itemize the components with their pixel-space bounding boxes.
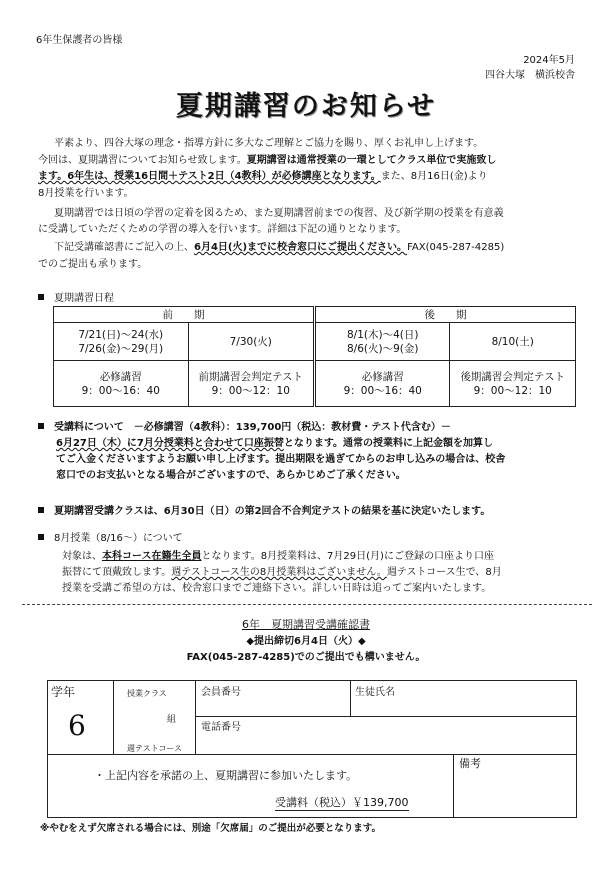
class-note: 夏期講習受講クラスは、6月30日（日）の第2回合不合判定テストの結果を基に決定いたします。 xyxy=(38,505,490,518)
intro-line-1: 平素より、四谷大塚の理念・指導方針に多大なご理解とご協力を賜り、厚くお礼申し上げます。 xyxy=(54,138,484,149)
intro-line-8: でのご提出も承ります。 xyxy=(38,259,148,270)
date-cell: 8/10(土) xyxy=(450,323,576,361)
intro-line-3: ます。6年生は、授業16日間＋テスト2日（4教科）が必修講座となります。また、8月16日(金)より xyxy=(38,171,488,182)
schedule-heading: 夏期講習日程 xyxy=(38,292,114,305)
bullet-icon xyxy=(38,507,44,513)
session-cell: 後期講習会判定テスト 9：00〜12：10 xyxy=(450,361,576,407)
intro-line-6: に受講していただくための学習の導入を行います。詳細は下記の通りとなります。 xyxy=(38,224,407,235)
session-cell: 前期講習会判定テスト 9：00〜12：10 xyxy=(188,361,315,407)
second-half-header: 後 期 xyxy=(315,307,576,323)
date-cell: 7/30(火) xyxy=(188,323,315,361)
bullet-icon xyxy=(38,534,44,540)
date-cell: 8/1(木)〜4(日) 8/6(火)〜9(金) xyxy=(315,323,450,361)
agreement-text: ・上記内容を承諾の上、夏期講習に参加いたします。 xyxy=(94,769,358,782)
grade-label: 学年 xyxy=(51,685,76,699)
session-cell: 必修講習 9：00〜16：40 xyxy=(315,361,450,407)
form-fax: FAX(045-287-4285)でのご提出でも構いません。 xyxy=(186,652,426,663)
session-cell: 必修講習 9：00〜16：40 xyxy=(54,361,189,407)
intro-line-2: 今回は、夏期講習についてお知らせ致します。夏期講習は通常授業の一環としてクラス単位で実施致し xyxy=(38,155,497,166)
grade-value: 6 xyxy=(68,709,86,742)
bullet-icon xyxy=(38,423,44,429)
fees-line-1: 受講料について －必修講習（4教科）：139,700円（税込：教材費・テスト代含む）－ xyxy=(38,421,451,434)
date: 2024年5月 xyxy=(523,55,575,66)
class-label: 授業クラス xyxy=(127,689,167,698)
august-line-1: 対象は、本科コース在籍生全員となります。8月授業料は、7月29日(月)にご登録の口座より口座 xyxy=(62,551,494,562)
sender: 四谷大塚 横浜校舎 xyxy=(485,70,575,81)
footnote: ※やむをえず欠席される場合には、別途「欠席届」のご提出が必要となります。 xyxy=(40,823,381,834)
student-name-field[interactable]: 生徒氏名 xyxy=(355,687,395,698)
cut-line xyxy=(22,604,592,605)
confirmation-form xyxy=(47,680,577,818)
fees-line-4: 窓口でのお支払いとなる場合がございますので、あらかじめご了承ください。 xyxy=(56,470,406,481)
remarks-field[interactable]: 備考 xyxy=(459,757,481,770)
first-half-header: 前 期 xyxy=(54,307,315,323)
page-title: 夏期講習のお知らせ xyxy=(175,91,437,122)
date-cell: 7/21(日)〜24(水) 7/26(金)〜29(月) xyxy=(54,323,189,361)
weekly-test-label: 週テストコース xyxy=(127,744,182,753)
recipient: 6年生保護者の皆様 xyxy=(36,35,123,46)
august-heading: 8月授業（8/16〜）について xyxy=(38,532,183,545)
intro-line-5: 夏期講習では日頃の学習の定着を図るため、また夏期講習前までの復習、及び新学期の授業を有意義 xyxy=(54,208,504,219)
intro-line-7: 下記受講確認書にご記入の上、6月4日(火)までに校舎窓口にご提出ください。FAX(045-287-4285) xyxy=(54,242,505,253)
intro-line-4: 8月授業を行います。 xyxy=(38,188,134,199)
fees-line-2: 6月27日（木）に7月分授業料と合わせて口座振替となります。通常の授業料に上記金額を加算し xyxy=(56,438,494,449)
form-title: 6年 夏期講習受講確認書 xyxy=(242,618,370,631)
class-suffix: 組 xyxy=(167,715,177,725)
fee-amount: 受講料（税込）￥139,700 xyxy=(275,796,409,809)
august-line-3: 授業を受講ご希望の方は、校舎窓口までご連絡下さい。詳しい日時は追ってご案内いたします。 xyxy=(62,583,492,594)
schedule-table xyxy=(53,306,576,407)
phone-field[interactable]: 電話番号 xyxy=(201,722,241,733)
fees-line-3: てご入金くださいますようお願い申し上げます。提出期限を過ぎてからのお申し込みの場合は、校舎 xyxy=(56,454,506,465)
august-line-2: 振替にて頂戴致します。週テストコース生の8月授業料はございません。週テストコース生で、8月 xyxy=(62,567,502,578)
bullet-icon xyxy=(38,294,44,300)
member-number-field[interactable]: 会員番号 xyxy=(201,687,241,698)
form-deadline: ◆提出締切6月4日（火）◆ xyxy=(246,636,366,647)
